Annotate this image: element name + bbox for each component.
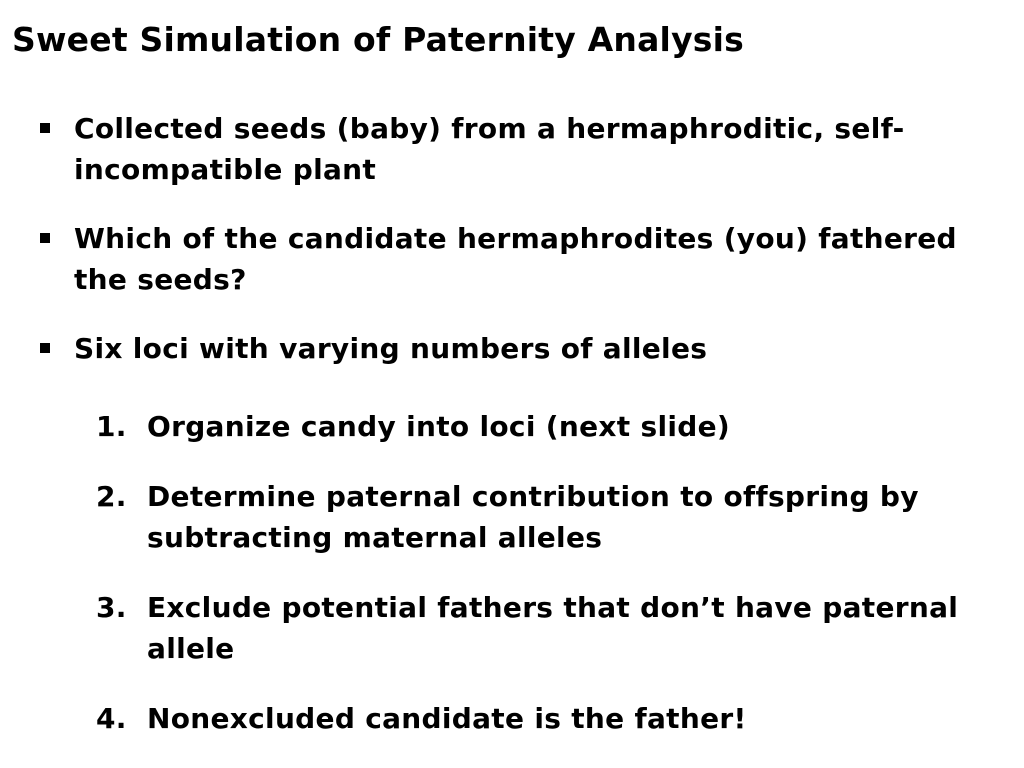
bullet-item [36,108,1006,190]
bullet-text: Collected seeds (baby) from a hermaphroditic, self-incompatible plant [74,112,905,186]
step-number: 3. [96,591,127,624]
step-item [96,587,996,669]
step-item [96,698,996,739]
slide-title: Sweet Simulation of Paternity Analysis [12,20,744,59]
square-bullet-icon [40,233,50,243]
bullet-text: Six loci with varying numbers of alleles [74,332,708,365]
step-number: 4. [96,702,127,735]
step-text: Determine paternal contribution to offspring by subtracting maternal alleles [147,480,919,554]
step-number: 2. [96,480,127,513]
step-item [96,476,996,558]
step-item [96,406,996,447]
bullet-list [36,108,1006,397]
square-bullet-icon [40,123,50,133]
numbered-step-list [96,406,996,768]
step-text: Nonexcluded candidate is the father! [147,702,747,735]
bullet-item [36,218,1006,300]
step-number: 1. [96,410,127,443]
bullet-text: Which of the candidate hermaphrodites (you) fathered the seeds? [74,222,957,296]
bullet-item [36,328,1006,369]
square-bullet-icon [40,343,50,353]
step-text: Exclude potential fathers that don’t have paternal allele [147,591,959,665]
step-text: Organize candy into loci (next slide) [147,410,730,443]
